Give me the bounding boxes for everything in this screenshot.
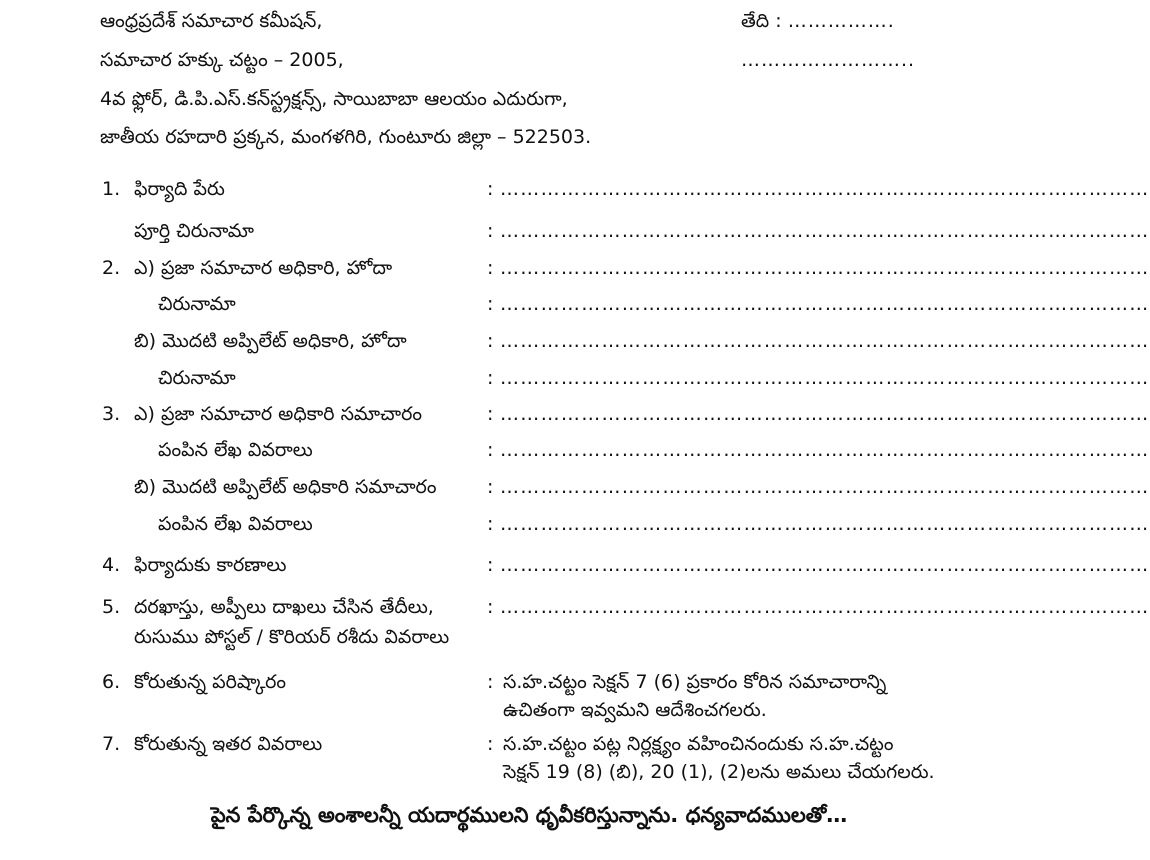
pio-address-field: …………………………………………………………………………………… [500, 293, 1150, 315]
colon: : [487, 178, 494, 200]
relief-sought-line-2: ఉచితంగా ఇవ్వమని ఆదేశించగలరు. [503, 699, 767, 721]
faa-letter-field: …………………………………………………………………………………… [500, 513, 1150, 535]
row-number: 7. [102, 733, 121, 755]
pio-letter-label: పంపిన లేఖ వివరాలు [158, 439, 313, 461]
row-number: 5. [102, 596, 121, 618]
faa-letter-label: పంపిన లేఖ వివరాలు [158, 513, 313, 535]
colon: : [487, 554, 494, 576]
colon: : [487, 439, 494, 461]
pio-address-label: చిరునామా [158, 293, 236, 315]
colon: : [487, 513, 494, 535]
pio-info-field: …………………………………………………………………………………… [500, 403, 1150, 425]
other-details-label: కోరుతున్న ఇతర వివరాలు [134, 733, 323, 755]
colon: : [487, 330, 494, 352]
colon: : [487, 367, 494, 389]
colon: : [487, 671, 494, 693]
address-line-4: జాతీయ రహదారి ప్రక్కన, మంగళగిరి, గుంటూరు జిల్లా – 522503. [100, 126, 592, 148]
address-line-3: 4వ ఫ్లోర్, డి.పి.ఎస్.కన్‌స్ట్రక్షన్స్, సాయిబాబా ఆలయం ఎదురుగా, [100, 88, 568, 110]
colon: : [487, 257, 494, 279]
row-number: 1. [102, 178, 121, 200]
faa-designation-label: బి) మొదటి అప్పిలేట్ అధికారి, హోదా [134, 330, 407, 352]
complaint-reasons-field: …………………………………………………………………………………… [500, 554, 1150, 576]
date-field [741, 12, 895, 31]
relief-sought-line-1: స.హ.చట్టం సెక్షన్ 7 (6) ప్రకారం కోరిన సమాచారాన్ని [503, 671, 887, 693]
row-number: 3. [102, 403, 121, 425]
pio-info-label: ఎ) ప్రజా సమాచార అధికారి సమాచారం [134, 403, 422, 425]
other-details-line-2: సెక్షన్ 19 (8) (బి), 20 (1), (2)లను అమలు చేయగలరు. [503, 761, 935, 783]
pio-designation-label: ఎ) ప్రజా సమాచార అధికారి, హోదా [134, 257, 393, 279]
row-number: 6. [102, 671, 121, 693]
faa-designation-field: …………………………………………………………………………………… [500, 330, 1150, 352]
date-label: తేది : [741, 10, 788, 32]
complaint-reasons-label: ఫిర్యాదుకు కారణాలు [134, 554, 287, 576]
colon: : [487, 476, 494, 498]
colon: : [487, 733, 494, 755]
row-number: 4. [102, 554, 121, 576]
filing-dates-field: …………………………………………………………………………………… [500, 596, 1150, 618]
address-line-2: సమాచార హక్కు చట్టం – 2005, [100, 49, 344, 71]
complainant-address-field: …………………………………………………………………………………… [500, 220, 1150, 242]
complainant-address-label: పూర్తి చిరునామా [134, 220, 254, 242]
fee-receipt-label: రుసుము పోస్టల్ / కొరియర్ రశీదు వివరాలు [134, 626, 450, 648]
colon: : [487, 596, 494, 618]
closing-declaration: పైన పేర్కొన్న అంశాలన్నీ యదార్థములని ధృవీకరిస్తున్నాను. ధన్యవాదములతో… [210, 803, 848, 827]
faa-address-label: చిరునామా [158, 367, 236, 389]
filing-dates-label: దరఖాస్తు, అప్పీలు దాఖలు చేసిన తేదీలు, [134, 596, 434, 618]
complainant-name-label: ఫిర్యాది పేరు [134, 178, 225, 200]
colon: : [487, 293, 494, 315]
colon: : [487, 220, 494, 242]
complainant-name-field: …………………………………………………………………………………… [500, 178, 1150, 200]
pio-designation-field: …………………………………………………………………………………… [500, 257, 1150, 279]
faa-info-field: …………………………………………………………………………………… [500, 476, 1150, 498]
address-line-1: ఆంధ్రప్రదేశ్ సమాచార కమీషన్, [100, 10, 323, 32]
colon: : [487, 403, 494, 425]
place-dots: …………………….. [741, 49, 916, 71]
pio-letter-field: …………………………………………………………………………………… [500, 439, 1150, 461]
row-number: 2. [102, 257, 121, 279]
faa-info-label: బి) మొదటి అప్పిలేట్ అధికారి సమాచారం [134, 476, 437, 498]
faa-address-field: …………………………………………………………………………………… [500, 367, 1150, 389]
other-details-line-1: స.హ.చట్టం పట్ల నిర్లక్ష్యం వహించినందుకు స.హ.చట్టం [503, 733, 894, 755]
date-dots: ……………. [787, 10, 895, 32]
relief-sought-label: కోరుతున్న పరిష్కారం [134, 671, 286, 693]
